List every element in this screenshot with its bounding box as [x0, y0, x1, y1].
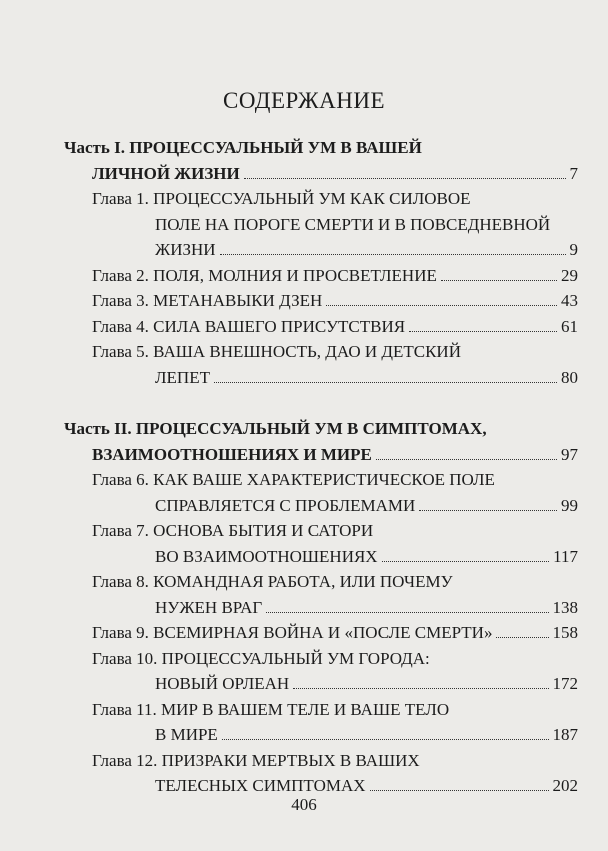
toc-part-line	[64, 161, 578, 187]
toc-chapter-12	[64, 748, 578, 799]
toc-part-line	[64, 135, 578, 161]
toc-chapter-4	[64, 314, 578, 340]
page-ref: 61	[561, 316, 578, 336]
page-ref: 99	[561, 495, 578, 515]
part-title: Часть II. ПРОЦЕССУАЛЬНЫЙ УМ В СИМПТОМАХ,	[64, 419, 487, 438]
dot-leader	[326, 301, 557, 306]
part-title: ЛИЧНОЙ ЖИЗНИ	[92, 163, 240, 183]
chapter-title: Глава 6. КАК ВАШЕ ХАРАКТЕРИСТИЧЕСКОЕ ПОЛЕ	[92, 470, 495, 489]
page-ref: 97	[561, 444, 578, 464]
chapter-title: Глава 11. МИР В ВАШЕМ ТЕЛЕ И ВАШЕ ТЕЛО	[92, 699, 450, 719]
toc-chapter-3	[64, 288, 578, 314]
chapter-title: Глава 10. ПРОЦЕССУАЛЬНЫЙ УМ ГОРОДА:	[92, 648, 430, 668]
toc-chapter-9	[64, 620, 578, 646]
dot-leader	[293, 684, 548, 689]
page-ref: 9	[569, 240, 578, 259]
chapter-title: Глава 9. ВСЕМИРНАЯ ВОЙНА И «ПОСЛЕ СМЕРТИ»	[92, 623, 493, 642]
dot-leader	[496, 633, 548, 638]
chapter-title: Глава 7. ОСНОВА БЫТИЯ И САТОРИ	[92, 521, 374, 540]
toc-chapter-10	[64, 646, 578, 697]
dot-leader	[220, 250, 566, 255]
page-ref: 172	[552, 674, 578, 693]
toc-part-2	[64, 416, 578, 467]
chapter-title: Глава 4. СИЛА ВАШЕГО ПРИСУТСТВИЯ	[92, 316, 406, 336]
page-ref: 29	[561, 265, 578, 285]
part-title: ВЗАИМООТНОШЕНИЯХ И МИРЕ	[92, 444, 372, 464]
chapter-title: НОВЫЙ ОРЛЕАН	[155, 674, 290, 693]
dot-leader	[409, 327, 557, 332]
page-ref: 43	[561, 291, 578, 310]
toc-chapter-11	[64, 697, 578, 748]
dot-leader	[222, 735, 549, 740]
chapter-title: ВО ВЗАИМООТНОШЕНИЯХ	[155, 546, 378, 566]
page-number: 406	[291, 795, 317, 814]
chapter-title: В МИРЕ	[155, 725, 218, 744]
page-ref: 80	[561, 367, 578, 387]
toc-part-line	[64, 442, 578, 468]
chapter-title: ЖИЗНИ	[155, 240, 216, 259]
chapter-title: ТЕЛЕСНЫХ СИМПТОМАХ	[155, 776, 366, 795]
toc-chapter-8	[64, 569, 578, 620]
page-ref: 117	[553, 546, 578, 566]
chapter-title: ЛЕПЕТ	[155, 367, 210, 387]
page-ref: 7	[569, 163, 578, 183]
chapter-title: Глава 1. ПРОЦЕССУАЛЬНЫЙ УМ КАК СИЛОВОЕ	[92, 189, 471, 208]
toc-chapter-6	[64, 467, 578, 518]
page-ref: 138	[552, 597, 578, 617]
dot-leader	[419, 506, 557, 511]
chapter-title: ПОЛЕ НА ПОРОГЕ СМЕРТИ И В ПОВСЕДНЕВНОЙ	[155, 214, 551, 234]
page-title: СОДЕРЖАНИЕ	[222, 88, 385, 113]
toc-part-1	[64, 135, 578, 186]
chapter-title: Глава 12. ПРИЗРАКИ МЕРТВЫХ В ВАШИХ	[92, 750, 420, 770]
chapter-title: Глава 8. КОМАНДНАЯ РАБОТА, ИЛИ ПОЧЕМУ	[92, 572, 453, 591]
toc-chapter-1	[64, 186, 578, 263]
page-ref: 187	[552, 725, 578, 744]
dot-leader	[441, 276, 557, 281]
table-of-contents	[64, 135, 578, 799]
dot-leader	[244, 174, 566, 179]
page-ref: 158	[552, 623, 578, 642]
part-title: Часть I. ПРОЦЕССУАЛЬНЫЙ УМ В ВАШЕЙ	[64, 138, 422, 157]
dot-leader	[370, 786, 549, 791]
dot-leader	[214, 378, 557, 383]
toc-part-line	[64, 416, 578, 442]
chapter-title: НУЖЕН ВРАГ	[155, 597, 263, 617]
chapter-title: СПРАВЛЯЕТСЯ С ПРОБЛЕМАМИ	[155, 495, 416, 515]
chapter-title: Глава 5. ВАША ВНЕШНОСТЬ, ДАО И ДЕТСКИЙ	[92, 342, 461, 361]
toc-chapter-2	[64, 263, 578, 289]
toc-chapter-5	[64, 339, 578, 390]
toc-chapter-7	[64, 518, 578, 569]
chapter-title: Глава 2. ПОЛЯ, МОЛНИЯ И ПРОСВЕТЛЕНИЕ	[92, 265, 437, 285]
dot-leader	[266, 608, 548, 613]
dot-leader	[376, 455, 557, 460]
chapter-title: Глава 3. МЕТАНАВЫКИ ДЗЕН	[92, 291, 323, 310]
page-ref: 202	[552, 776, 578, 795]
dot-leader	[382, 557, 550, 562]
